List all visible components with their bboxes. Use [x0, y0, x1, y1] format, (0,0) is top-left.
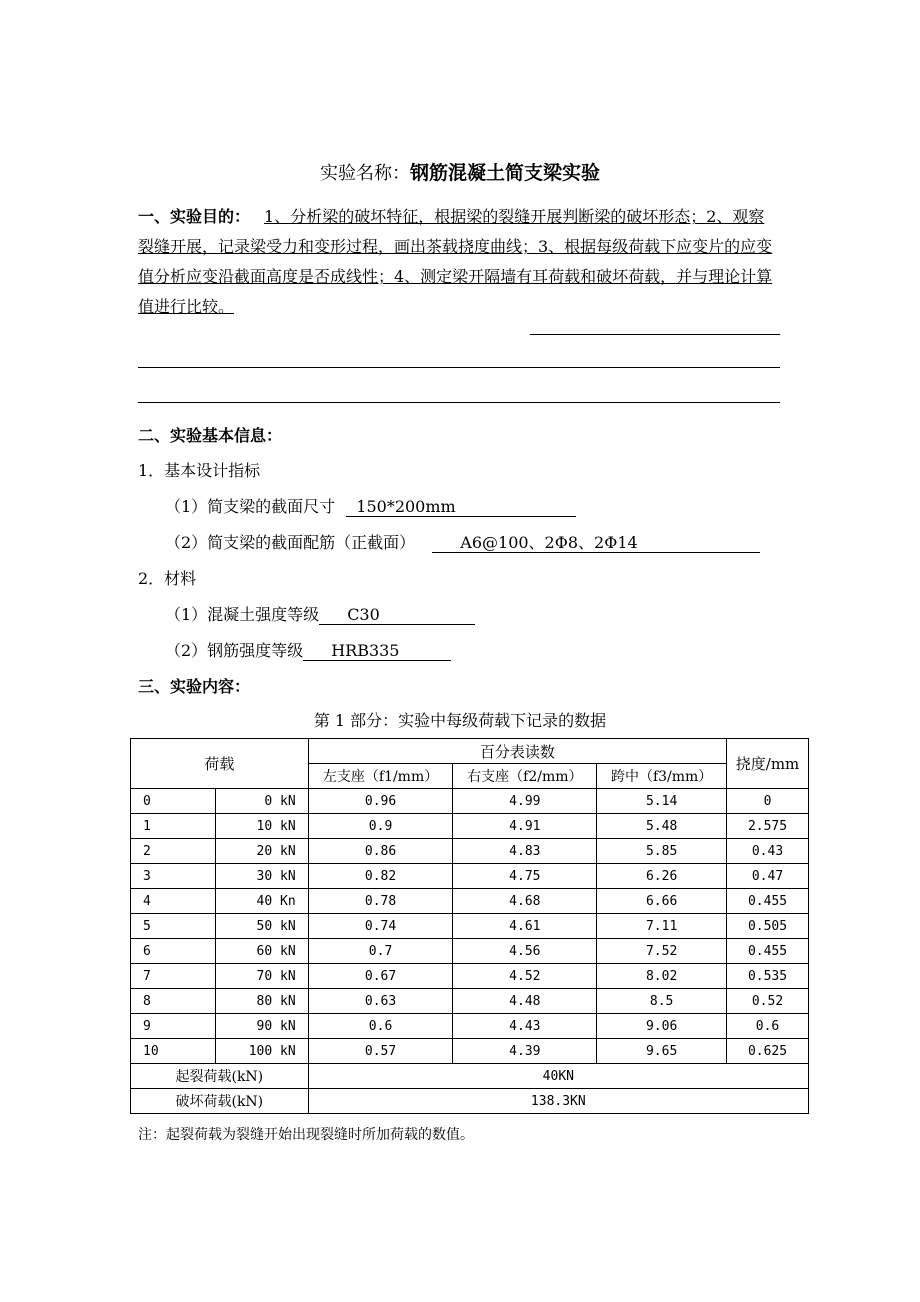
row-index-cell: 10: [131, 1039, 216, 1064]
row-index-cell: 5: [131, 914, 216, 939]
header-left-support: 左支座（f1/mm）: [308, 764, 453, 789]
row-deflection-cell: 0.505: [727, 914, 809, 939]
steel-grade-value: HRB335: [303, 642, 451, 661]
header-right-support: 右支座（f2/mm）: [453, 764, 597, 789]
fill-line: [138, 402, 780, 403]
row-right-support-cell: 4.43: [453, 1014, 597, 1039]
row-right-support-cell: 4.75: [453, 864, 597, 889]
row-right-support-cell: 4.52: [453, 964, 597, 989]
reinforcement-label: （2）简支梁的截面配筋（正截面）: [165, 533, 416, 552]
row-index-cell: 1: [131, 814, 216, 839]
experiment-title: [0, 158, 920, 185]
crack-load-label: 起裂荷载(kN): [131, 1064, 309, 1089]
table-row: [131, 814, 809, 839]
row-midspan-cell: 7.52: [597, 939, 727, 964]
row-midspan-cell: 5.85: [597, 839, 727, 864]
row-midspan-cell: 5.14: [597, 789, 727, 814]
concrete-grade-label: （1）混凝土强度等级: [165, 605, 320, 624]
row-index-cell: 4: [131, 889, 216, 914]
row-index-cell: 3: [131, 864, 216, 889]
crack-load-value: 40KN: [308, 1064, 808, 1089]
row-load-cell: 20 kN: [215, 839, 308, 864]
fill-line: [138, 367, 780, 368]
concrete-grade-row: [165, 602, 475, 625]
row-left-support-cell: 0.86: [308, 839, 453, 864]
row-deflection-cell: 0.43: [727, 839, 809, 864]
row-index-cell: 7: [131, 964, 216, 989]
row-left-support-cell: 0.9: [308, 814, 453, 839]
materials-heading: 2．材料: [138, 569, 197, 588]
content-heading: 三、实验内容：: [138, 677, 251, 696]
row-deflection-cell: 0.455: [727, 889, 809, 914]
steel-grade-row: [165, 638, 451, 661]
table-row: [131, 989, 809, 1014]
header-deflection: 挠度/mm: [727, 739, 809, 789]
row-load-cell: 80 kN: [215, 989, 308, 1014]
reinforcement-row: [165, 530, 760, 553]
row-midspan-cell: 9.06: [597, 1014, 727, 1039]
row-midspan-cell: 8.02: [597, 964, 727, 989]
table-row: [131, 964, 809, 989]
experiment-name: 钢筋混凝土简支梁实验: [409, 162, 600, 184]
row-load-cell: 40 Kn: [215, 889, 308, 914]
row-load-cell: 30 kN: [215, 864, 308, 889]
row-midspan-cell: 6.66: [597, 889, 727, 914]
row-left-support-cell: 0.6: [308, 1014, 453, 1039]
row-deflection-cell: 0.6: [727, 1014, 809, 1039]
row-index-cell: 0: [131, 789, 216, 814]
table-caption: 第 1 部分：实验中每级荷载下记录的数据: [313, 711, 607, 730]
header-load: 荷载: [131, 739, 309, 789]
row-left-support-cell: 0.78: [308, 889, 453, 914]
row-deflection-cell: 0.47: [727, 864, 809, 889]
row-right-support-cell: 4.56: [453, 939, 597, 964]
row-left-support-cell: 0.63: [308, 989, 453, 1014]
section-size-row: [165, 494, 576, 517]
table-row: [131, 939, 809, 964]
basic-info-heading: 二、实验基本信息：: [138, 426, 283, 445]
row-load-cell: 90 kN: [215, 1014, 308, 1039]
row-left-support-cell: 0.82: [308, 864, 453, 889]
row-load-cell: 0 kN: [215, 789, 308, 814]
failure-load-label: 破坏荷载(kN): [131, 1089, 309, 1114]
table-row: [131, 1014, 809, 1039]
row-deflection-cell: 0.535: [727, 964, 809, 989]
row-left-support-cell: 0.57: [308, 1039, 453, 1064]
row-deflection-cell: 0.455: [727, 939, 809, 964]
row-right-support-cell: 4.39: [453, 1039, 597, 1064]
table-row: [131, 914, 809, 939]
row-load-cell: 10 kN: [215, 814, 308, 839]
row-midspan-cell: 9.65: [597, 1039, 727, 1064]
row-right-support-cell: 4.99: [453, 789, 597, 814]
row-index-cell: 6: [131, 939, 216, 964]
table-row: [131, 1039, 809, 1064]
row-right-support-cell: 4.48: [453, 989, 597, 1014]
design-indicators-heading: 1．基本设计指标: [138, 461, 261, 480]
row-midspan-cell: 5.48: [597, 814, 727, 839]
row-left-support-cell: 0.7: [308, 939, 453, 964]
row-right-support-cell: 4.91: [453, 814, 597, 839]
row-left-support-cell: 0.67: [308, 964, 453, 989]
load-data-table: [130, 738, 809, 1114]
row-left-support-cell: 0.96: [308, 789, 453, 814]
steel-grade-label: （2）钢筋强度等级: [165, 641, 304, 660]
table-row: [131, 789, 809, 814]
table-row: [131, 889, 809, 914]
row-index-cell: 8: [131, 989, 216, 1014]
row-load-cell: 100 kN: [215, 1039, 308, 1064]
title-prefix: 实验名称：: [319, 163, 410, 184]
row-midspan-cell: 8.5: [597, 989, 727, 1014]
row-midspan-cell: 7.11: [597, 914, 727, 939]
section-size-value: 150*200mm: [346, 498, 576, 517]
table-row: [131, 864, 809, 889]
row-load-cell: 70 kN: [215, 964, 308, 989]
failure-load-value: 138.3KN: [308, 1089, 808, 1114]
header-dial-readings: 百分表读数: [308, 739, 726, 764]
concrete-grade-value: C30: [319, 606, 475, 625]
row-deflection-cell: 2.575: [727, 814, 809, 839]
reinforcement-value: A6@100、2Φ8、2Φ14: [432, 534, 760, 553]
footnote: 注：起裂荷载为裂缝开始出现裂缝时所加荷载的数值。: [138, 1127, 474, 1143]
fill-line: [530, 334, 780, 335]
row-index-cell: 2: [131, 839, 216, 864]
row-index-cell: 9: [131, 1014, 216, 1039]
objective-body: 1、分析梁的破坏特征，根据梁的裂缝开展判断梁的破坏形态；2、观察裂缝开展，记录梁受力和变形过程，画出茶载挠度曲线；3、根据每级荷载下应变片的应变值分析应变沿截面高度是否成线性；4、测定梁开隔墙有耳荷载和破坏荷载，并与理论计算值进行比较。: [138, 207, 773, 316]
row-load-cell: 60 kN: [215, 939, 308, 964]
row-deflection-cell: 0: [727, 789, 809, 814]
section-size-label: （1）简支梁的截面尺寸: [165, 497, 336, 516]
row-deflection-cell: 0.625: [727, 1039, 809, 1064]
row-right-support-cell: 4.61: [453, 914, 597, 939]
row-midspan-cell: 6.26: [597, 864, 727, 889]
row-right-support-cell: 4.83: [453, 839, 597, 864]
table-row: [131, 839, 809, 864]
row-right-support-cell: 4.68: [453, 889, 597, 914]
row-load-cell: 50 kN: [215, 914, 308, 939]
row-left-support-cell: 0.74: [308, 914, 453, 939]
header-midspan: 跨中（f3/mm）: [597, 764, 727, 789]
row-deflection-cell: 0.52: [727, 989, 809, 1014]
objective-paragraph: [138, 202, 780, 322]
objective-heading: 一、实验目的：: [138, 207, 251, 226]
